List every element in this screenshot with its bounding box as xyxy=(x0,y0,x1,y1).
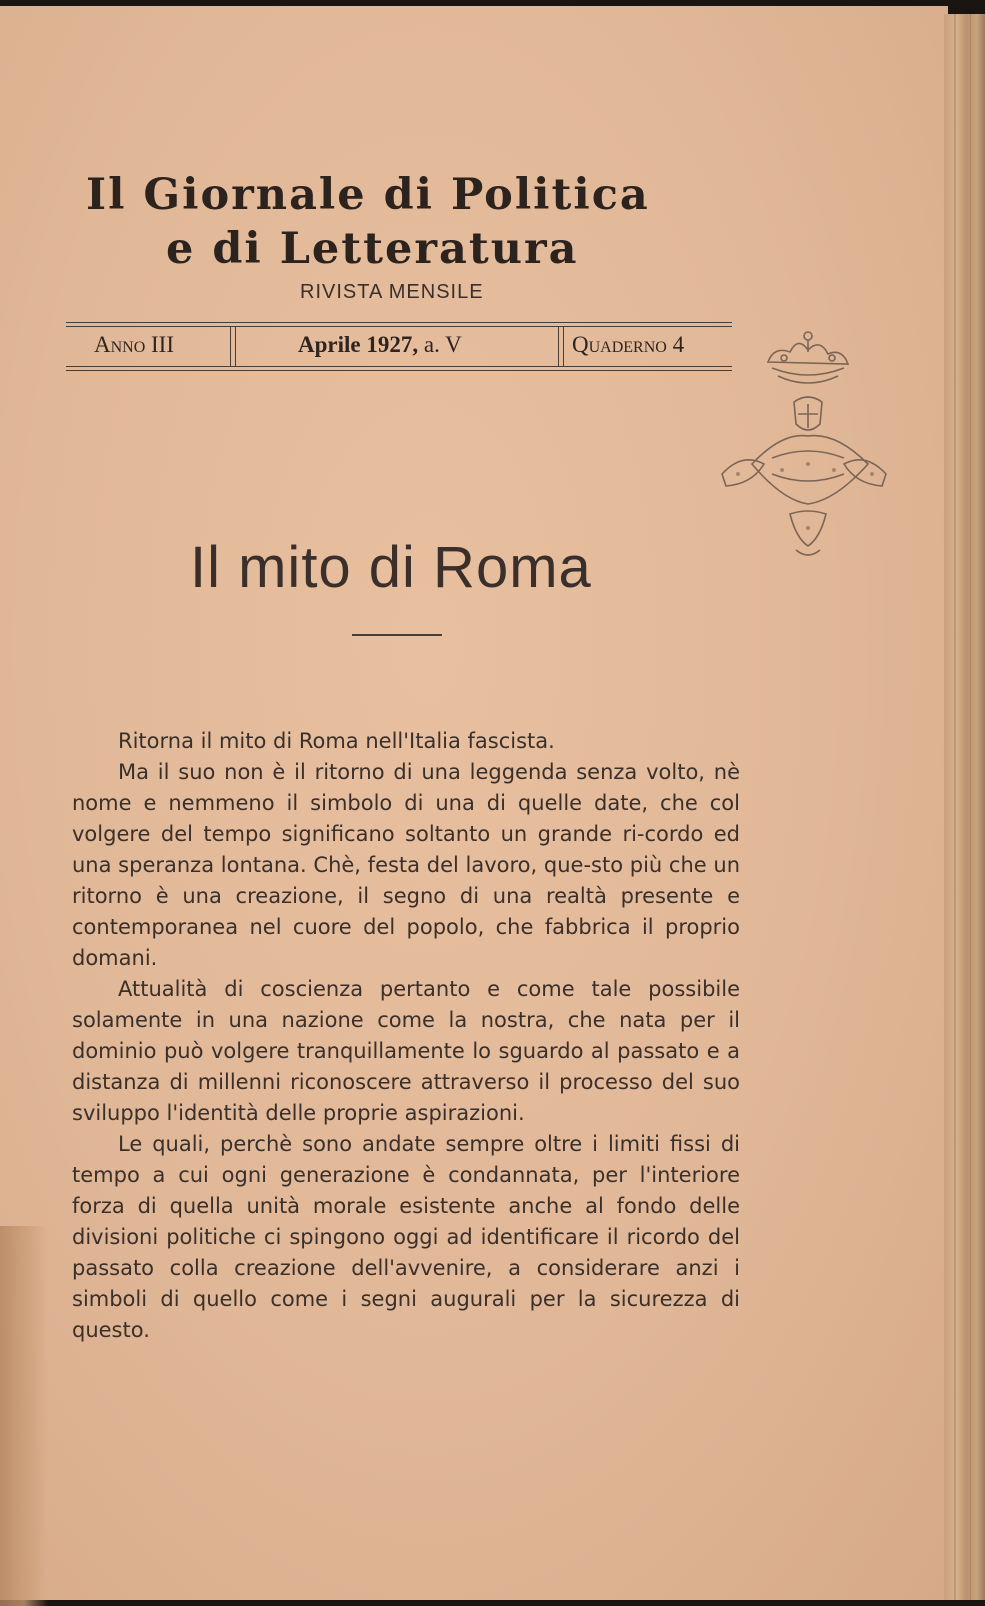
info-bar-top-rule-inner xyxy=(66,326,732,327)
info-bar-bottom-rule xyxy=(66,370,732,371)
info-bar-top-rule xyxy=(66,322,732,323)
royal-crown-stamp-icon xyxy=(712,324,896,564)
info-bar-separator xyxy=(230,327,236,366)
masthead-title-line1: Il Giornale di Politica xyxy=(86,170,650,220)
issue-date xyxy=(298,332,462,358)
issue-date-main: Aprile 1927, xyxy=(298,332,419,357)
info-bar-bottom-rule-inner xyxy=(66,366,732,367)
issue-number: Quaderno 4 xyxy=(572,332,685,357)
article-title: Il mito di Roma xyxy=(190,535,592,600)
paper-stain xyxy=(0,1226,48,1606)
title-rule xyxy=(352,634,442,636)
article-body xyxy=(72,726,740,1346)
article-paragraph: Ma il suo non è il ritorno di una leggenda senza volto, nè nome e nemmeno il simbolo di una di quelle date, che col volgere del tempo significano soltanto un grande ri-cordo ed una speranza lontana. Chè, festa del lavoro, que-sto più che un ritorno è una creazione, il segno di una realtà presente e contemporanea nel cuore del popolo, che fabbrica il proprio domani. xyxy=(72,760,740,970)
masthead-title-line2: e di Letteratura xyxy=(166,224,579,274)
issue-year: Anno III xyxy=(94,332,175,357)
journal-page xyxy=(0,6,948,1600)
article-paragraph: Attualità di coscienza pertanto e come tale possibile solamente in una nazione come la nostra, che nata per il dominio può volgere tranquillamente lo sguardo al passato e a distanza di millenni riconoscere attraverso il processo del suo sviluppo l'identità delle proprie aspirazioni. xyxy=(72,977,740,1125)
issue-date-era: a. V xyxy=(418,332,462,357)
article-paragraph: Ritorna il mito di Roma nell'Italia fascista. xyxy=(118,729,555,753)
issue-info-bar xyxy=(66,322,732,374)
info-bar-separator xyxy=(558,327,564,366)
article-paragraph: Le quali, perchè sono andate sempre oltre i limiti fissi di tempo a cui ogni generazione è condannata, per l'interiore forza di quella unità morale esistente anche al fondo delle divisioni politiche ci spingono oggi ad identificare il ricordo del passato colla creazione dell'avvenire, a considerare anzi i simboli di quello come i segni augurali per la sicurezza di questo. xyxy=(72,1132,740,1342)
masthead-subtitle: RIVISTA MENSILE xyxy=(300,281,484,303)
page-stack-edge xyxy=(944,14,985,1600)
